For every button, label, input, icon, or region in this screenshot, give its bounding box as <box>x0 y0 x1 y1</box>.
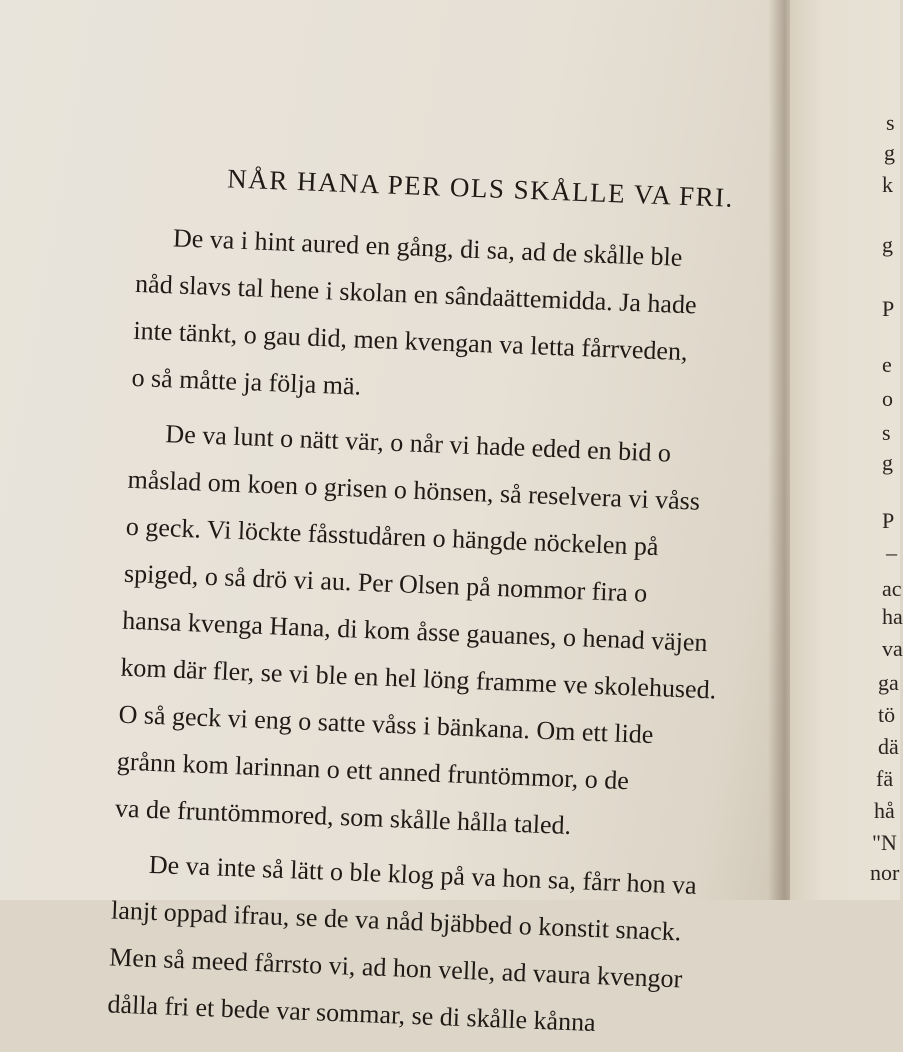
text-fragment: dä <box>878 734 899 759</box>
text-line: spiged, o så drö vi au. Per Olsen på nommor fira o <box>123 558 648 608</box>
text-block <box>107 160 780 1052</box>
text-line: De va lunt o nätt vär, o når vi hade eded en bid o <box>164 419 672 468</box>
text-line: grånn kom larinnan o ett anned fruntömmor, o de <box>116 746 630 796</box>
text-fragment: P <box>882 296 895 321</box>
text-fragment: ac <box>882 576 902 601</box>
right-page <box>790 0 903 900</box>
text-line: lanjt oppad ifrau, se de va nåd bjäbbed o konstit snack. <box>110 895 682 947</box>
text-fragment: ga <box>878 670 899 695</box>
text-line: kom där fler, se vi ble en hel löng framme ve skolehused. <box>119 652 717 705</box>
text-fragment: nor <box>870 860 900 885</box>
text-fragment: e <box>882 352 892 377</box>
text-line: o så måtte ja följa mä. <box>131 362 362 401</box>
text-line: va de fruntömmored, som skålle hålla taled. <box>114 793 572 841</box>
text-line: Men så meed fårrsto vi, ad hon velle, ad vaura kvengor <box>108 942 683 994</box>
text-fragment: "N <box>872 830 897 855</box>
text-line: De va inte så lätt o ble klog på va hon sa, fårr hon va <box>148 849 698 900</box>
text-fragment: s <box>882 420 891 445</box>
text-line: inte tänkt, o gau did, men kvengan va letta fårrveden, <box>132 315 689 367</box>
text-line: måslad om koen o grisen o hönsen, så reselvera vi våss <box>127 464 701 516</box>
text-fragment: P <box>882 508 895 533</box>
text-fragment: tö <box>878 702 896 727</box>
text-line: o geck. Vi löckte fåsstudåren o hängde nöckelen på <box>125 511 660 562</box>
text-fragment: g <box>882 450 893 475</box>
text-fragment: – <box>886 540 897 565</box>
text-fragment: o <box>882 386 893 411</box>
text-fragment: s <box>886 110 895 135</box>
text-fragment: g <box>884 140 895 165</box>
text-line: O så geck vi eng o satte våss i bänkana. Om ett lide <box>118 699 654 750</box>
text-line: hansa kvenga Hana, di kom åsse gauanes, o henad väjen <box>121 605 708 658</box>
chapter-title: NÅR HANA PER OLS SKÅLLE VA FRI. <box>226 163 735 213</box>
text-line: dålla fri et bede var sommar, se di skålle kånna <box>107 989 597 1038</box>
text-line: nåd slavs tal hene i skolan en sândaättemidda. Ja hade <box>134 268 698 320</box>
text-fragment: k <box>882 172 893 197</box>
text-fragment: fä <box>876 766 894 791</box>
text-fragment: ha <box>882 604 903 629</box>
text-fragment: va <box>882 636 903 661</box>
text-line: De va i hint aured en gång, di sa, ad de skålle ble <box>172 223 683 272</box>
text-fragment: g <box>882 232 893 257</box>
text-fragment: hå <box>874 798 895 823</box>
